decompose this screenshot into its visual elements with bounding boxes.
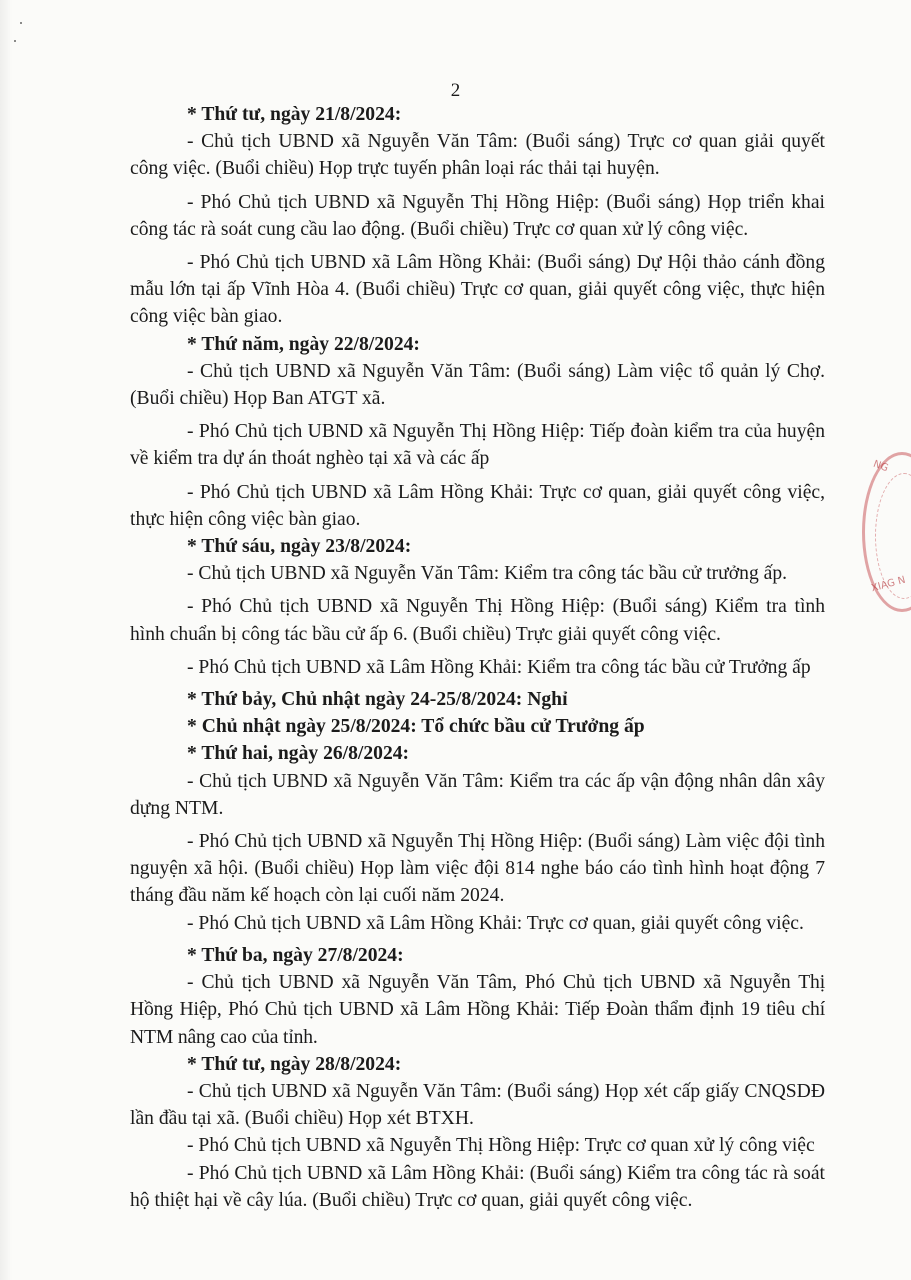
schedule-entry: - Phó Chủ tịch UBND xã Lâm Hồng Khải: (Buổi sáng) Dự Hội thảo cánh đồng mẫu lớn tại ấp Vĩnh Hòa 4. (Buổi chiều) Trực cơ quan, giải quyết công việc, thực hiện công việc bàn giao. xyxy=(130,252,825,328)
schedule-entry: - Phó Chủ tịch UBND xã Lâm Hồng Khải: (Buổi sáng) Kiểm tra công tác rà soát hộ thiệt hại về cây lúa. (Buổi chiều) Trực cơ quan, giải quyết công việc. xyxy=(130,1162,825,1211)
page-number: 2 xyxy=(450,80,461,101)
scan-speck xyxy=(20,22,22,24)
schedule-entry: - Phó Chủ tịch UBND xã Lâm Hồng Khải: Trực cơ quan, giải quyết công việc, thực hiện công việc bàn giao. xyxy=(130,481,825,530)
schedule-entry: - Chủ tịch UBND xã Nguyễn Văn Tâm: (Buổi sáng) Trực cơ quan giải quyết công việc. (Buổi chiều) Họp trực tuyến phân loại rác thải tại huyện. xyxy=(130,131,825,180)
day-heading: * Thứ năm, ngày 22/8/2024: xyxy=(187,333,420,355)
day-heading: * Thứ hai, ngày 26/8/2024: xyxy=(187,743,410,765)
schedule-entry: - Chủ tịch UBND xã Nguyễn Văn Tâm: Kiểm tra công tác bầu cử trưởng ấp. xyxy=(187,563,788,585)
schedule-entry: - Phó Chủ tịch UBND xã Nguyễn Thị Hồng Hiệp: Trực cơ quan xử lý công việc xyxy=(187,1135,815,1157)
schedule-entry: - Phó Chủ tịch UBND xã Lâm Hồng Khải: Trực cơ quan, giải quyết công việc. xyxy=(187,912,804,934)
seal-text-top: NG xyxy=(871,458,890,475)
day-heading: * Thứ tư, ngày 28/8/2024: xyxy=(187,1053,402,1075)
schedule-entry: - Phó Chủ tịch UBND xã Nguyễn Thị Hồng Hiệp: (Buổi sáng) Họp triển khai công tác rà soát cung cầu lao động. (Buổi chiều) Trực cơ quan xử lý công việc. xyxy=(130,191,825,240)
schedule-entry: - Phó Chủ tịch UBND xã Nguyễn Thị Hồng Hiệp: (Buổi sáng) Kiểm tra tình hình chuẩn bị công tác bầu cử ấp 6. (Buổi chiều) Trực giải quyết công việc. xyxy=(130,596,825,645)
day-heading: * Thứ ba, ngày 27/8/2024: xyxy=(187,944,404,966)
scan-speck xyxy=(14,40,16,42)
schedule-entry: - Chủ tịch UBND xã Nguyễn Văn Tâm: (Buổi sáng) Họp xét cấp giấy CNQSDĐ lần đầu tại xã. (Buổi chiều) Họp xét BTXH. xyxy=(130,1080,825,1130)
schedule-entry: - Chủ tịch UBND xã Nguyễn Văn Tâm: (Buổi sáng) Làm việc tổ quản lý Chợ. (Buổi chiều) Họp Ban ATGT xã. xyxy=(130,360,825,410)
day-heading: * Thứ tư, ngày 21/8/2024: xyxy=(187,104,402,125)
schedule-entry: - Chủ tịch UBND xã Nguyễn Văn Tâm, Phó Chủ tịch UBND xã Nguyễn Thị Hồng Hiệp, Phó Chủ tịch UBND xã Lâm Hồng Khải: Tiếp Đoàn thẩm định 19 tiêu chí NTM nâng cao của tỉnh. xyxy=(130,972,825,1048)
day-heading: * Chủ nhật ngày 25/8/2024: Tổ chức bầu cử Trưởng ấp xyxy=(187,716,645,738)
schedule-entry: - Chủ tịch UBND xã Nguyễn Văn Tâm: Kiểm tra các ấp vận động nhân dân xây dựng NTM. xyxy=(130,770,825,819)
day-heading: * Thứ bảy, Chủ nhật ngày 24-25/8/2024: Nghỉ xyxy=(187,689,568,711)
schedule-body xyxy=(130,101,825,1214)
official-seal xyxy=(862,452,911,612)
schedule-entry: - Phó Chủ tịch UBND xã Nguyễn Thị Hồng Hiệp: Tiếp đoàn kiểm tra của huyện về kiểm tra dự án thoát nghèo tại xã và các ấp xyxy=(130,421,825,470)
seal-text-bottom: XIAG N xyxy=(870,574,907,595)
scan-edge-shadow xyxy=(0,0,12,1280)
day-heading: * Thứ sáu, ngày 23/8/2024: xyxy=(187,536,412,558)
schedule-entry: - Phó Chủ tịch UBND xã Lâm Hồng Khải: Kiểm tra công tác bầu cử Trưởng ấp xyxy=(187,656,811,678)
schedule-entry: - Phó Chủ tịch UBND xã Nguyễn Thị Hồng Hiệp: (Buổi sáng) Làm việc đội tình nguyện xã hội. (Buổi chiều) Họp làm việc đội 814 nghe báo cáo tình hình hoạt động 7 tháng đầu năm kế hoạch còn lại cuối năm 2024. xyxy=(130,831,825,907)
